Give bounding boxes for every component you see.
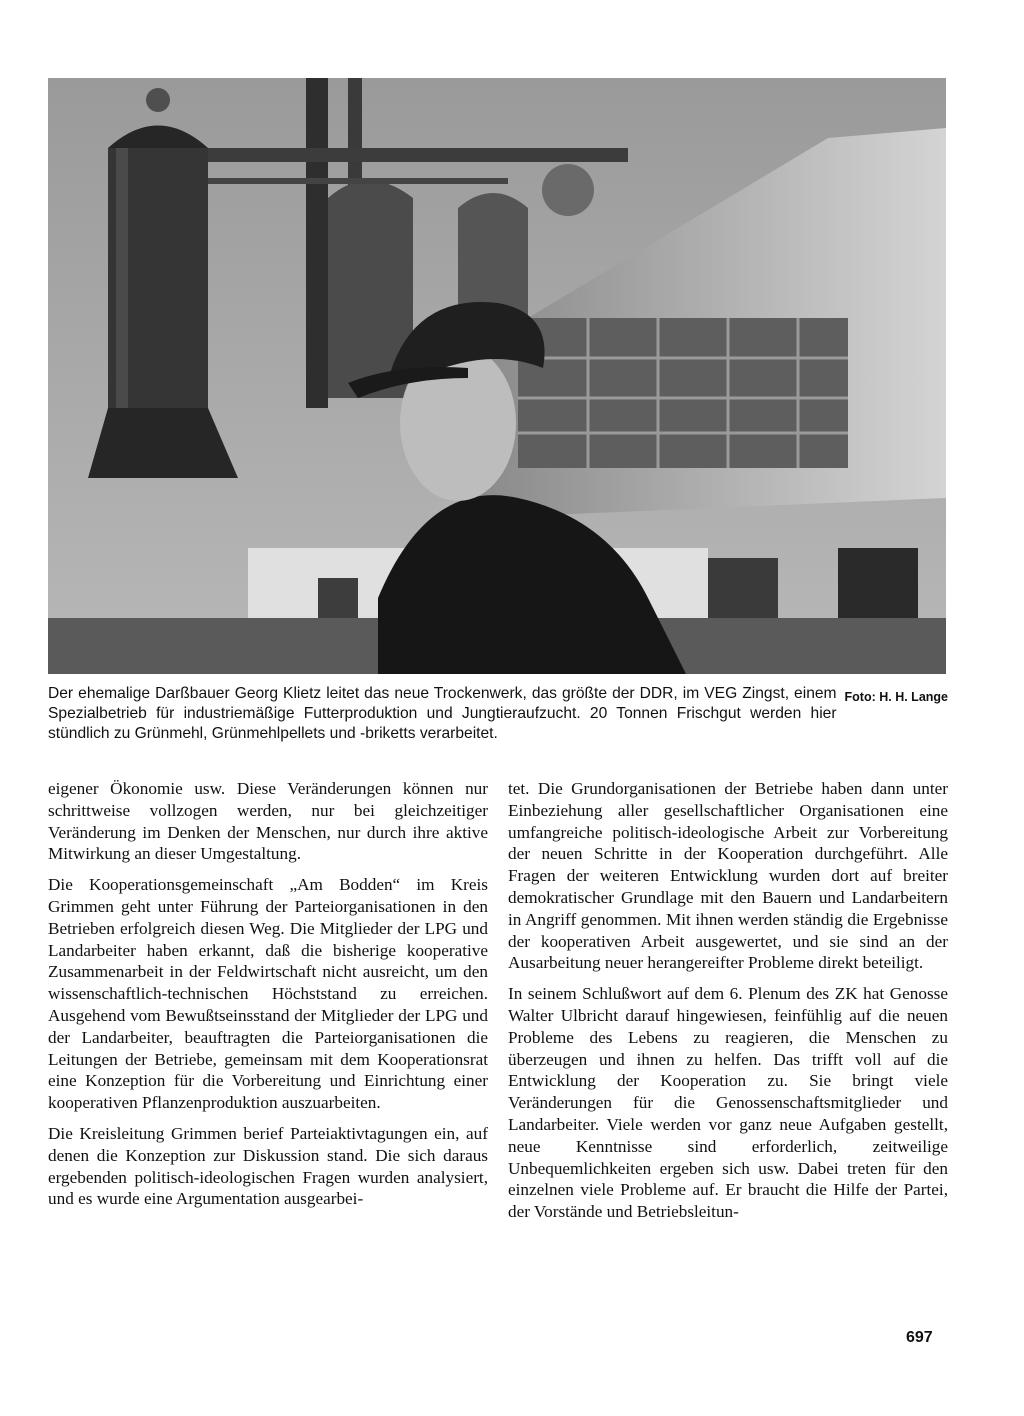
paragraph: In seinem Schlußwort auf dem 6. Plenum des ZK hat Genosse Walter Ulbricht darauf hingewiesen, feinfühlig auf die neuen Probleme des Lebens zu reagieren, die Menschen zu überzeugen und ihnen zu helfen. Das trifft voll auf die Entwicklung der Kooperation zu. Sie bringt viele Veränderungen für die Genossenschaftsmitglieder und Landarbeiter. Viele werden vor ganz neue Aufgaben gestellt, neue Kenntnisse sind erforderlich, zeitweilige Unbequemlichkeiten ergeben sich usw. Dabei treten für den einzelnen viele Probleme auf. Er braucht die Hilfe der Partei, der Vorstände und Betriebsleitun-	[508, 984, 948, 1222]
text-column-right	[508, 778, 948, 1232]
paragraph: Die Kooperationsgemeinschaft „Am Bodden“ im Kreis Grimmen geht unter Führung der Parteiorganisationen in den Betrieben erfolgreich diesen Weg. Die Mitglieder der LPG und Landarbeiter haben erkannt, daß die bisherige kooperative Zusammenarbeit in der Feldwirtschaft nicht ausreicht, um den wissenschaftlich-technischen Höchststand zu erreichen. Ausgehend vom Bewußtseinsstand der Mitglieder der LPG und der Landarbeiter, beauftragten die Parteiorganisationen die Leitungen der Betriebe, gemeinsam mit dem Kooperationsrat eine Konzeption für die Vorbereitung und Einrichtung einer kooperativen Pflanzenproduktion auszuarbeiten.	[48, 875, 488, 1113]
page-number: 697	[906, 1329, 933, 1346]
paragraph: tet. Die Grundorganisationen der Betriebe haben dann unter Einbeziehung aller gesellschaftlicher Organisationen eine umfangreiche politisch-ideologische Arbeit zur Vorbereitung der neuen Schritte in der Kooperation durchgeführt. Alle Fragen der weiteren Entwicklung wurden dort auf breiter demokratischer Grundlage mit den Bauern und Landarbeitern in Angriff genommen. Mit ihnen werden ständig die Ergebnisse der kooperativen Arbeit ausgewertet, und sie sind an der Ausarbeitung neuer herangereifter Probleme direkt beteiligt.	[508, 779, 948, 973]
photo-credit: Foto: H. H. Lange	[844, 690, 948, 704]
caption-text: Der ehemalige Darßbauer Georg Klietz leitet das neue Trockenwerk, das größte der DDR, im VEG Zingst, einem Spezialbetrieb für industriemäßige Futterproduktion und Jungtieraufzucht. 20 Tonnen Frischgut werden hier stündlich zu Grünmehl, Grünmehlpellets und -briketts verarbeitet.	[48, 685, 837, 742]
text-column-left	[48, 778, 488, 1219]
photo-illustration	[48, 78, 946, 674]
photo-caption	[48, 684, 948, 744]
paragraph: Die Kreisleitung Grimmen berief Parteiaktivtagungen ein, auf denen die Konzeption zur Diskussion stand. Die sich daraus ergebenden politisch-ideologischen Fragen wurden analysiert, und es wurde eine Argumentation ausgearbei-	[48, 1123, 488, 1209]
photograph	[48, 78, 946, 674]
paragraph: eigener Ökonomie usw. Diese Veränderungen können nur schrittweise vollzogen werden, nur bei gleichzeitiger Veränderung im Denken der Menschen, nur durch ihre aktive Mitwirkung an dieser Umgestaltung.	[48, 779, 488, 864]
